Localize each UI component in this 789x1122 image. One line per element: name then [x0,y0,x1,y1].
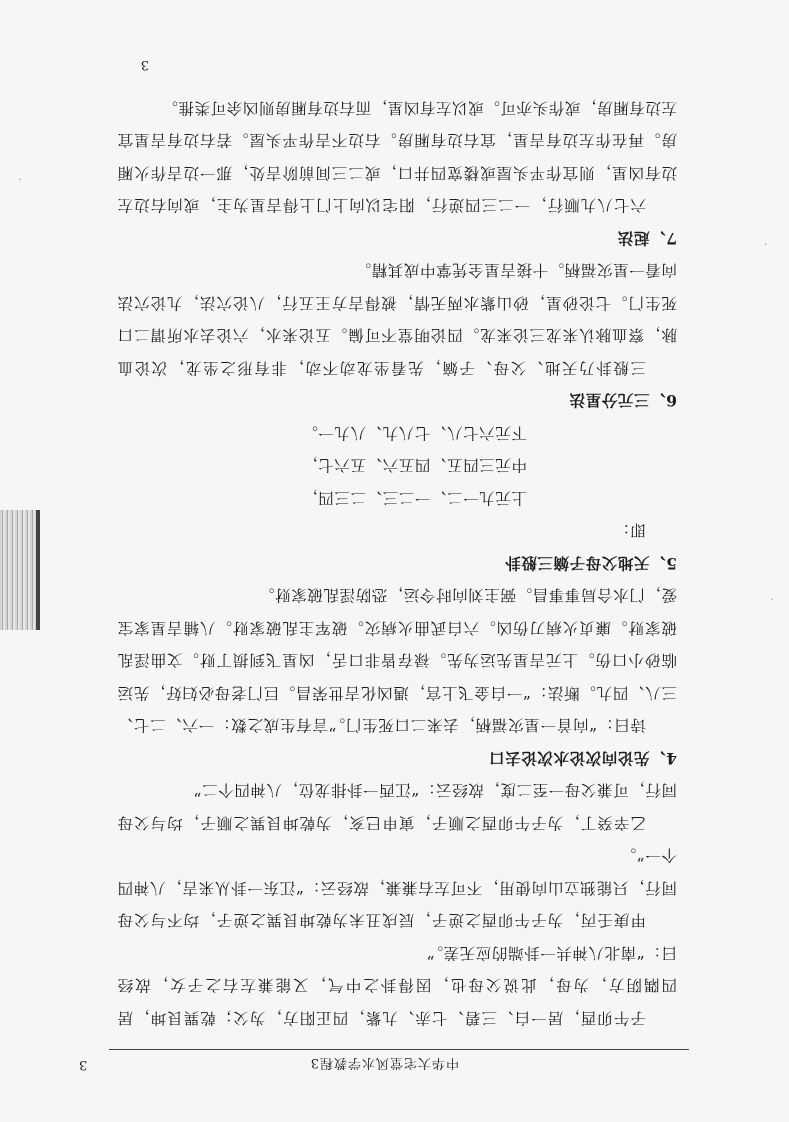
section-heading: 6、三元分星法 [569,391,677,411]
paragraph: 三般卦乃天地、父母、子嫡，先看坐龙动不动，非有形之坐龙，次论血脉，察血脉认来龙三论来龙。四论明堂不可偏。五论来水，六论去水所谓二口死生门。七论砂星，砂山紫水两无情，被得吉方王五行，八论穴法，九论穴法向看一星灾福柄。十接吉星全凭掌中成其精。 [117,261,677,377]
dust-speck: · [18,175,22,186]
paragraph: 诗曰：“向首一星灾福柄，去来二口死生门。”言有生成之数：一六、二七、三八、四九。断法：“一白金飞上宫，遇凶化吉世荣昌。巨门老母必妇好，先运临砂小口伤。上元吉星先运为先。禄存皆非口舌，凶星飞到损丁财。文曲淫乱破家财。廉贞火病刀伤凶。六白武曲火病灾。破军主乱破家财。八辅吉星家宝爱，门水合局事事昌。弼主刘向时令运，恐防淫乱破家财。 [117,586,677,735]
paragraph: 六七八九顺行，一二三四逆行，阳宅以向上门上得吉星为主，或向右边左边有凶星，则宜作平头屋或楼宽四井口，或二三间前阶吉处，那一边吉作火厢房。再在作左边有吉星，宜右边有厢房。右边不吉作平头屋。若右边有吉星宜左边有厢房，或作头亦可。或以左有凶星，而右边有厢房则凶余可类推。 [117,99,677,215]
paragraph: 子午卯酉，居一白、三碧、七赤、九紫，四正阳方，为父；乾巽艮坤，居四隅阴方，为母，此说父母也，因得卦之中气，又能兼左右之子女，故经曰：“南北八神共一卦端的应无差。” [117,944,677,1027]
paragraph: 即： [613,521,646,540]
formula-line: 中元三四五、四五六、五六七， [301,456,527,475]
dust-speck: · [770,595,774,606]
side-page-number: 3 [140,57,149,72]
body-text [117,92,677,1035]
section-heading: 7、起法 [617,229,677,248]
formula-line: 下元六七八、七八九、八九一。 [301,424,527,442]
formula-line: 上元九一二、一二三、二三四， [301,489,527,507]
section-heading: 4、先论向次论水次论去口 [488,749,677,768]
page-header [79,1049,689,1074]
paragraph: 甲庚壬丙，为子午卯酉之逆子，辰戌丑未为乾坤艮巽之逆子，均不与父母同行，只能独立山向使用，不可左右兼兼，故经云：“江东一卦从来吉，八神四个一”。 [117,846,677,930]
section-heading: 5、天地父母子嫡三般卦 [504,554,677,573]
header-title: 中华大宅堂风水学教程3 [309,1055,459,1070]
paragraph: 乙辛癸丁，为子午卯酉之顺子，寅申巳亥，为乾坤艮巽之顺子，均与父母同行，可兼父母一至二度，故经云：“江西一卦排龙位，八神四个二” [117,781,677,832]
dust-speck: · [764,240,768,251]
header-page-number: 3 [79,1057,88,1072]
